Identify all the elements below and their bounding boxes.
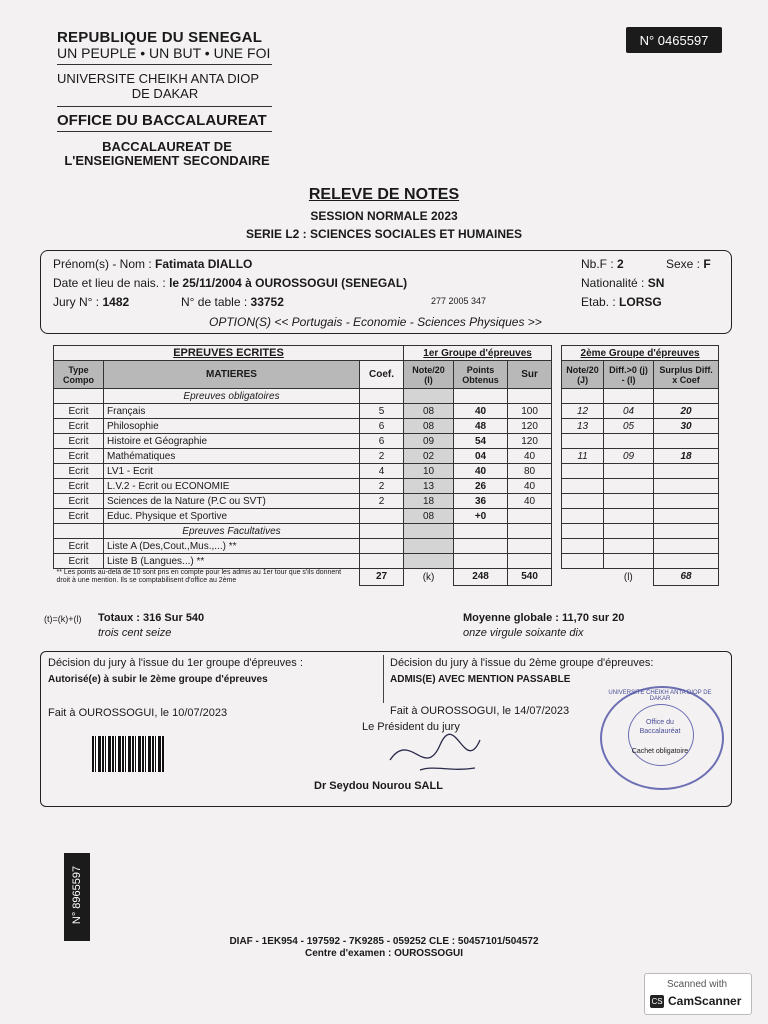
decision-divider — [383, 655, 384, 703]
cell-sur: 120 — [508, 434, 552, 449]
col-note2: Note/20 (J) — [562, 361, 604, 389]
sexe-label: Sexe : — [666, 257, 701, 271]
decision-g2-value: ADMIS(E) AVEC MENTION PASSABLE — [390, 674, 571, 685]
cell-note: 18 — [404, 494, 454, 509]
country-title: REPUBLIQUE DU SENEGAL — [57, 29, 263, 46]
cell-surplus: 30 — [654, 419, 719, 434]
university-line2: DE DAKAR — [131, 86, 199, 101]
centre-line: Centre d'examen : OUROSSOGUI — [305, 948, 463, 959]
cell-points: 48 — [454, 419, 508, 434]
cell-matiere: Français — [104, 404, 360, 419]
options-line: OPTION(S) << Portugais - Economie - Sciences Physiques >> — [209, 315, 542, 329]
nationality-row — [581, 276, 664, 290]
table-row — [54, 494, 719, 509]
k-label: (k) — [422, 571, 435, 583]
nat-value: SN — [647, 276, 665, 290]
cell-diff — [604, 479, 654, 494]
birth-label: Date et lieu de nais. : — [53, 276, 166, 290]
cell-type: Ecrit — [54, 434, 104, 449]
cell-surplus — [654, 494, 719, 509]
col-type: Type Compo — [54, 361, 104, 389]
cell-diff — [604, 464, 654, 479]
total-sur: 540 — [508, 569, 552, 586]
nbf-row — [581, 257, 624, 271]
stamp-note: Cachet obligatoire — [631, 748, 689, 755]
total-coef: 27 — [360, 569, 404, 586]
cell-type: Ecrit — [54, 419, 104, 434]
sexe-value: F — [703, 257, 711, 271]
candidate-box — [40, 250, 732, 334]
cell-type: Ecrit — [54, 449, 104, 464]
president-label: Le Président du jury — [362, 721, 460, 733]
table-row — [54, 404, 719, 419]
cell-coef: 2 — [360, 449, 404, 464]
cell-note: 09 — [404, 434, 454, 449]
section-obligatoires: Epreuves obligatoires — [104, 389, 360, 404]
camscanner-badge — [644, 973, 752, 1015]
cell-surplus — [654, 509, 719, 524]
cell-matiere: L.V.2 - Ecrit ou ECONOMIE — [104, 479, 360, 494]
cell-surplus — [654, 479, 719, 494]
cell-coef: 4 — [360, 464, 404, 479]
candidate-name: Fatimata DIALLO — [155, 257, 253, 271]
motto: UN PEUPLE • UN BUT • UNE FOI — [57, 45, 271, 61]
table-row — [54, 554, 719, 569]
totals-words: trois cent seize — [98, 627, 172, 639]
cell-diff — [604, 434, 654, 449]
cell-sur: 80 — [508, 464, 552, 479]
cell-note: 08 — [404, 404, 454, 419]
fait-date-2: Fait à OUROSSOGUI, le 14/07/2023 — [390, 705, 570, 717]
table-row — [54, 449, 719, 464]
cell-coef: 6 — [360, 419, 404, 434]
cell-matiere: Liste B (Langues...) ** — [104, 554, 360, 569]
totals-label: Totaux : 316 Sur 540 — [98, 612, 205, 624]
nbf-label: Nb.F : — [581, 257, 614, 271]
total-points: 248 — [454, 569, 508, 586]
divider — [57, 64, 272, 65]
birth-row — [53, 276, 407, 290]
cell-note: 02 — [404, 449, 454, 464]
epreuves-header: EPREUVES ECRITES — [54, 346, 404, 361]
table-row — [54, 479, 719, 494]
table-row — [54, 419, 719, 434]
jury-label: Jury N° : — [53, 295, 100, 309]
signatory-name: Dr Seydou Nourou SALL — [314, 780, 443, 792]
table-row — [54, 464, 719, 479]
cell-sur: 40 — [508, 479, 552, 494]
nat-label: Nationalité : — [581, 276, 645, 290]
cell-coef: 6 — [360, 434, 404, 449]
total-surplus: 68 — [654, 569, 719, 586]
etab-label: Etab. : — [581, 295, 616, 309]
table-label: N° de table : — [181, 295, 248, 309]
decision-g1-label: Décision du jury à l'issue du 1er groupe d'épreuves : — [48, 657, 303, 669]
group1-header: 1er Groupe d'épreuves — [404, 346, 552, 361]
jury-value: 1482 — [102, 295, 130, 309]
cell-sur: 40 — [508, 449, 552, 464]
divider — [57, 131, 272, 132]
cell-matiere: Philosophie — [104, 419, 360, 434]
cell-points: 36 — [454, 494, 508, 509]
cell-note: 08 — [404, 419, 454, 434]
cell-coef: 2 — [360, 479, 404, 494]
cell-points: 40 — [454, 404, 508, 419]
birth-value: le 25/11/2004 à OUROSSOGUI (SENEGAL) — [169, 276, 408, 290]
section-facultatives: Epreuves Facultatives — [104, 524, 360, 539]
vertical-serial: N° 8965597 — [71, 865, 83, 925]
group2-header: 2ème Groupe d'épreuves — [562, 346, 719, 361]
cell-type: Ecrit — [54, 509, 104, 524]
bac-title — [57, 140, 277, 168]
name-label: Prénom(s) - Nom : — [53, 257, 152, 271]
col-diff: Diff.>0 (j) - (I) — [604, 361, 654, 389]
decision-g2-label: Décision du jury à l'issue du 2ème groupe d'épreuves: — [390, 657, 654, 669]
footnote: ** Les points au-delà de 10 sont pris en compte pour les admis au 1er tour que s'ils donnent droit à une mention. Ils se comptabilisent d'office au 2ème — [56, 569, 342, 584]
cell-note: 08 — [404, 509, 454, 524]
cell-type: Ecrit — [54, 539, 104, 554]
stamp-ring-text: UNIVERSITE CHEIKH ANTA DIOP DE DAKAR — [608, 690, 712, 702]
cell-points: 54 — [454, 434, 508, 449]
cell-note2: 11 — [562, 449, 604, 464]
col-matieres: MATIERES — [104, 361, 360, 389]
camscanner-label: CamScanner — [668, 994, 742, 1008]
table-row — [181, 295, 284, 309]
cell-type: Ecrit — [54, 464, 104, 479]
cell-points: 26 — [454, 479, 508, 494]
cell-sur: 100 — [508, 404, 552, 419]
col-surplus: Surplus Diff. x Coef — [654, 361, 719, 389]
cell-note: 13 — [404, 479, 454, 494]
cell-coef: 5 — [360, 404, 404, 419]
sexe-row — [666, 257, 711, 271]
l-label: (l) — [623, 571, 633, 583]
office-title: OFFICE DU BACCALAUREAT — [57, 112, 267, 129]
candidate-code: 277 2005 347 — [431, 296, 487, 306]
scanned-label: Scanned with — [667, 979, 728, 990]
etab-row — [581, 295, 662, 309]
cell-points: +0 — [454, 509, 508, 524]
cell-matiere: Educ. Physique et Sportive — [104, 509, 360, 524]
totals-formula: (t)=(k)+(l) — [44, 614, 82, 624]
cell-surplus — [654, 434, 719, 449]
grades-table — [53, 345, 718, 603]
session-title: SESSION NORMALE 2023 — [310, 209, 458, 223]
decision-g1-value: Autorisé(e) à subir le 2ème groupe d'épreuves — [48, 674, 268, 685]
cell-note: 10 — [404, 464, 454, 479]
cell-matiere: Histoire et Géographie — [104, 434, 360, 449]
cell-diff — [604, 509, 654, 524]
cell-note2 — [562, 434, 604, 449]
diaf-line: DIAF - 1EK954 - 197592 - 7K9285 - 059252 CLE : 50457101/504572 — [229, 936, 539, 947]
cell-diff: 09 — [604, 449, 654, 464]
cell-diff — [604, 494, 654, 509]
col-points: Points Obtenus — [454, 361, 508, 389]
nbf-value: 2 — [617, 257, 624, 271]
col-coef: Coef. — [360, 361, 404, 389]
cell-type: Ecrit — [54, 404, 104, 419]
university-line1: UNIVERSITE CHEIKH ANTA DIOP — [57, 71, 260, 86]
cell-note2: 12 — [562, 404, 604, 419]
table-row — [54, 434, 719, 449]
moyenne-words: onze virgule soixante dix — [463, 627, 584, 639]
cell-surplus — [654, 464, 719, 479]
vertical-serial-badge — [64, 853, 90, 941]
cell-surplus: 20 — [654, 404, 719, 419]
cell-sur: 40 — [508, 494, 552, 509]
cell-matiere: Liste A (Des,Cout.,Mus.,...) ** — [104, 539, 360, 554]
col-note: Note/20 (I) — [404, 361, 454, 389]
cell-note2: 13 — [562, 419, 604, 434]
camscanner-icon: CS — [651, 997, 663, 1006]
barcode — [92, 736, 164, 772]
document-title: RELEVE DE NOTES — [308, 186, 460, 203]
table-row — [54, 509, 719, 524]
cell-points: 04 — [454, 449, 508, 464]
cell-sur — [508, 509, 552, 524]
cell-type: Ecrit — [54, 554, 104, 569]
cell-note2 — [562, 464, 604, 479]
cell-note2 — [562, 479, 604, 494]
cell-note2 — [562, 494, 604, 509]
cell-matiere: Sciences de la Nature (P.C ou SVT) — [104, 494, 360, 509]
stamp-center-text: Office du Baccalauréat — [639, 719, 681, 735]
cell-surplus: 18 — [654, 449, 719, 464]
col-sur: Sur — [508, 361, 552, 389]
serie-title: SERIE L2 : SCIENCES SOCIALES ET HUMAINES — [245, 227, 523, 241]
divider — [57, 106, 272, 107]
serial-badge: N° 0465597 — [626, 27, 722, 53]
cell-type: Ecrit — [54, 494, 104, 509]
etab-value: LORSG — [619, 295, 662, 309]
cell-coef: 2 — [360, 494, 404, 509]
table-row — [54, 539, 719, 554]
cell-diff: 04 — [604, 404, 654, 419]
table-value: 33752 — [250, 295, 284, 309]
jury-row — [53, 295, 129, 309]
cell-type: Ecrit — [54, 479, 104, 494]
cell-points: 40 — [454, 464, 508, 479]
cell-sur: 120 — [508, 419, 552, 434]
cell-coef — [360, 509, 404, 524]
cell-matiere: LV1 - Ecrit — [104, 464, 360, 479]
university — [57, 71, 277, 101]
cell-note2 — [562, 509, 604, 524]
moyenne: Moyenne globale : 11,70 sur 20 — [463, 612, 625, 624]
fait-date-1: Fait à OUROSSOGUI, le 10/07/2023 — [48, 707, 228, 719]
cell-diff: 05 — [604, 419, 654, 434]
cell-matiere: Mathématiques — [104, 449, 360, 464]
bac-line2: L'ENSEIGNEMENT SECONDAIRE — [64, 153, 270, 168]
name-row — [53, 257, 252, 271]
bac-line1: BACCALAUREAT DE — [102, 139, 232, 154]
